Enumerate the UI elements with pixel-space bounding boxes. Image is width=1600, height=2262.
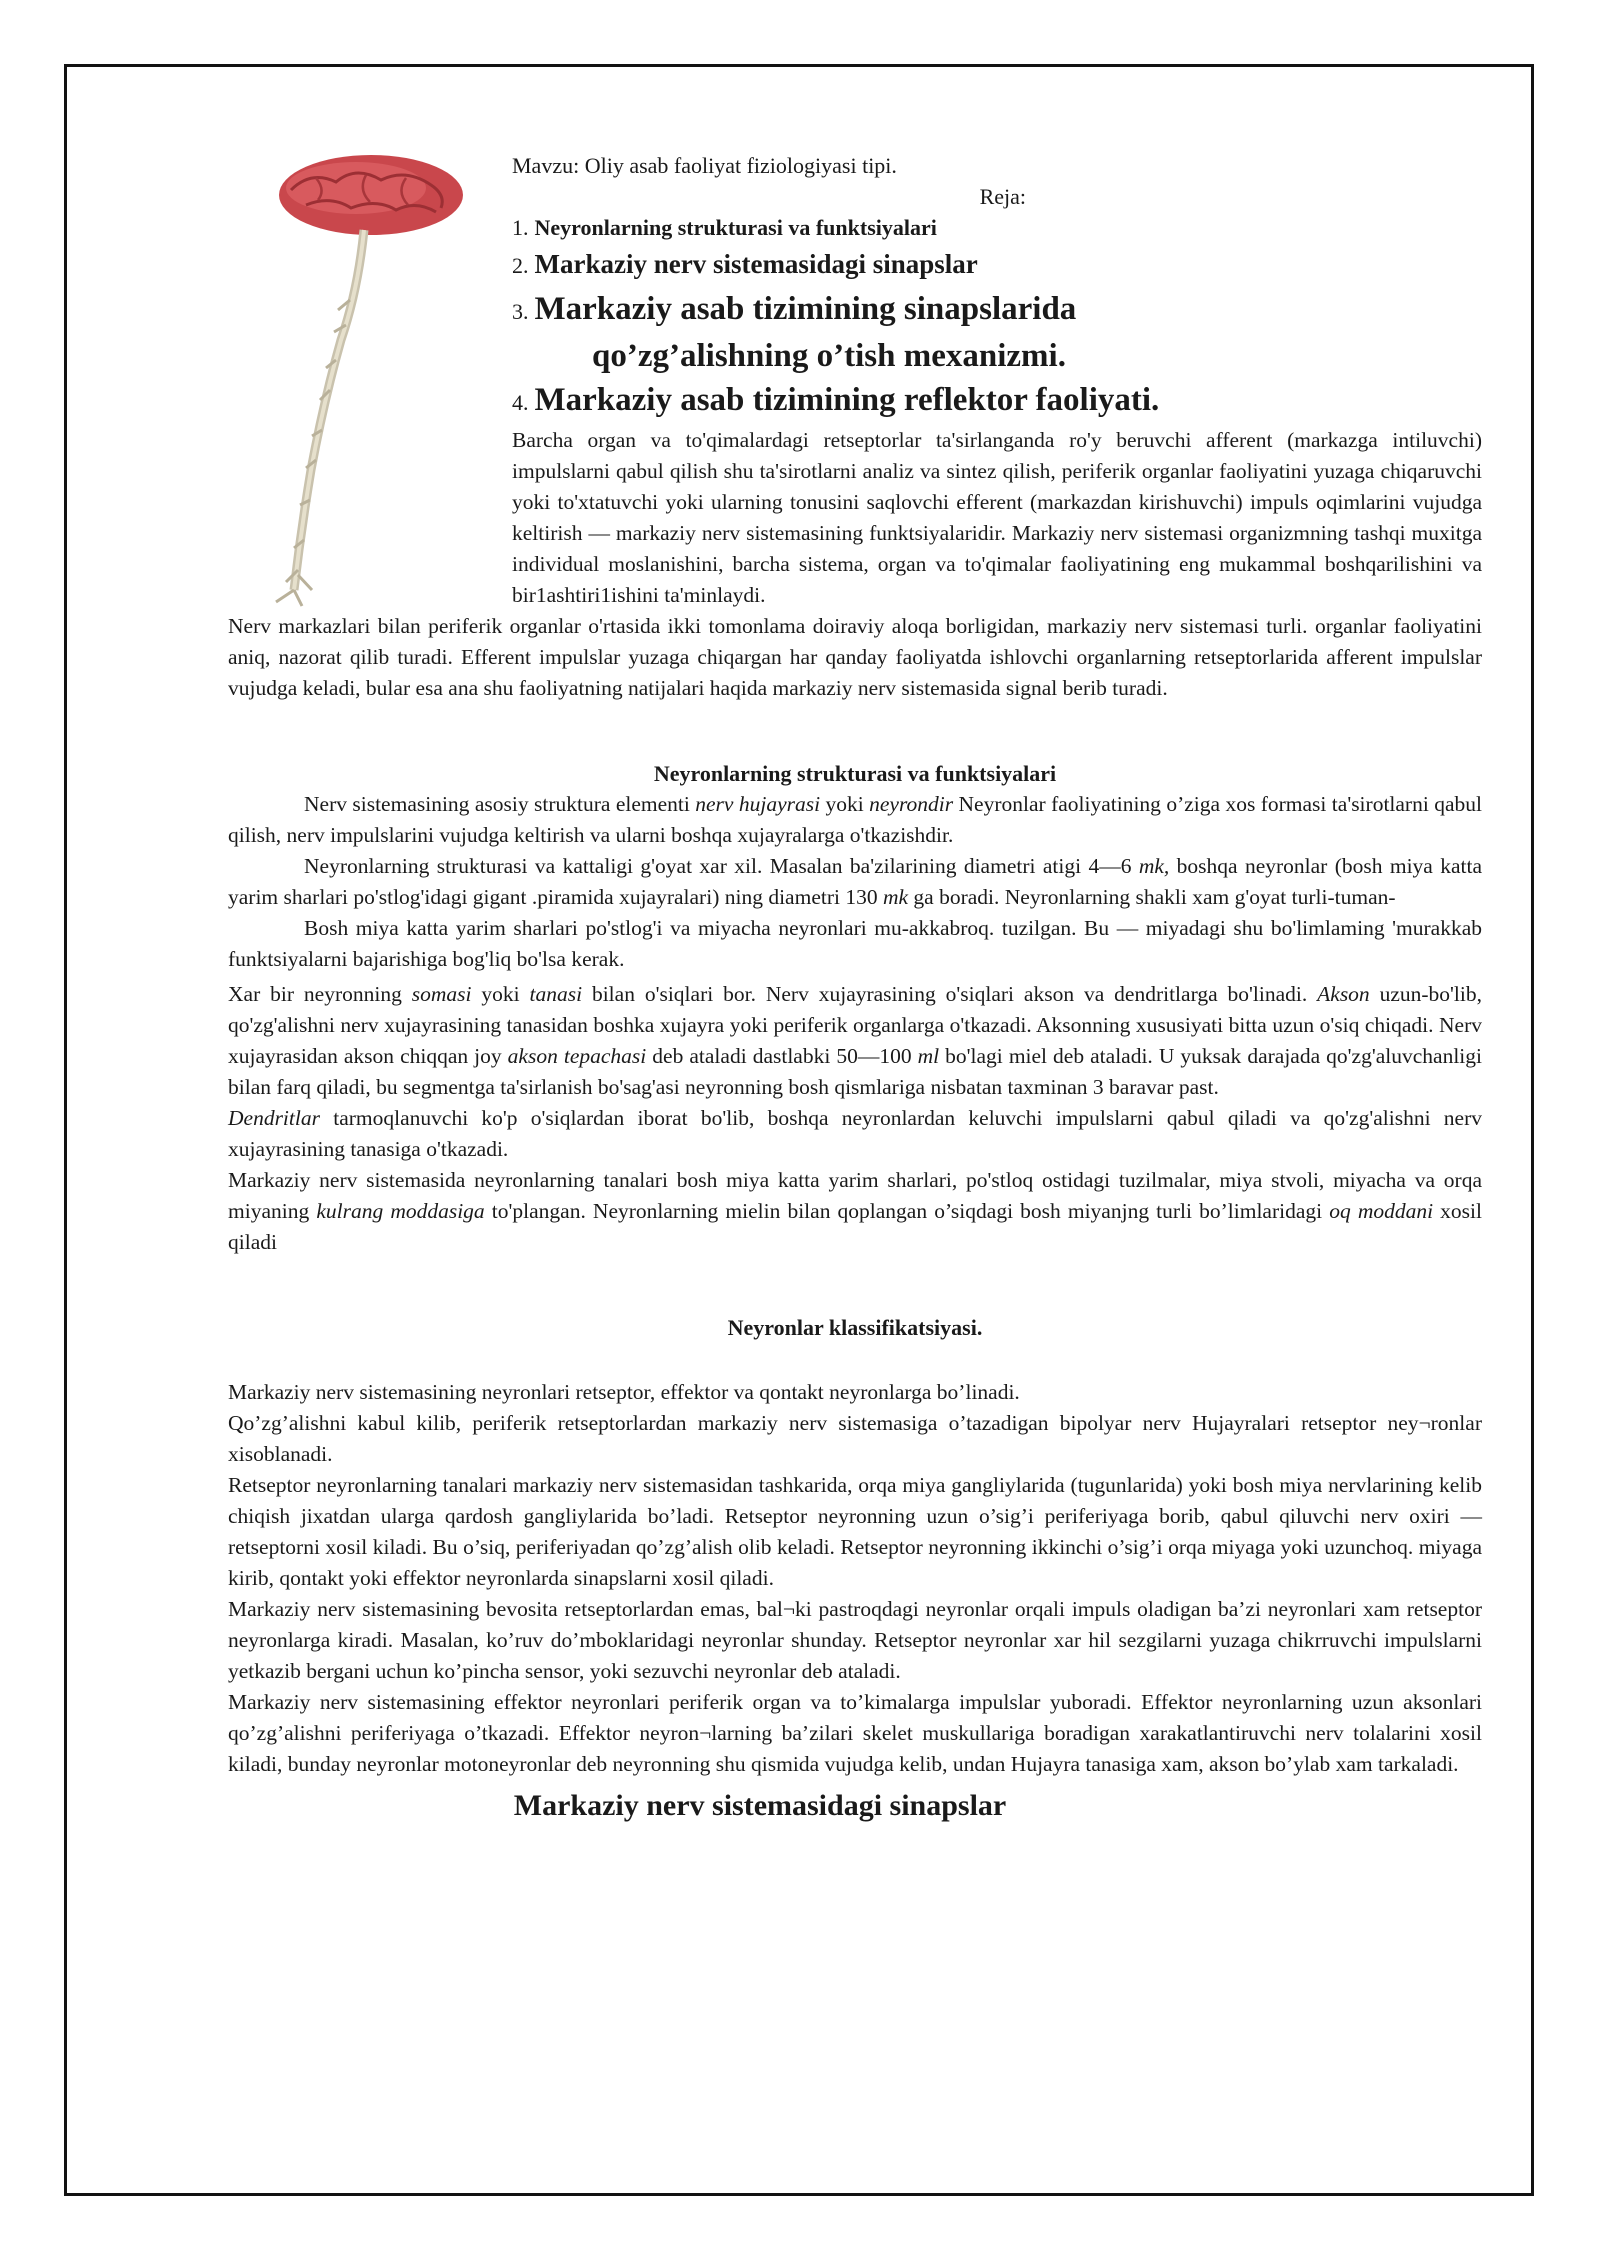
plan-item-number: 3. [512,299,529,324]
plan-item-3-continued: qo’zg’alishning o’tish mexanizmi. [592,338,1066,374]
plan-item-number: 1. [512,215,529,240]
section-heading-neurons: Neyronlarning strukturasi va funktsiyalari [653,761,1057,786]
plan-item-1 [512,212,1482,243]
plan-item-text: Markaziy asab tizimining sinapslarida [534,291,1077,327]
section1-paragraph-6: Markaziy nerv sistemasida neyronlarning tanalari bosh miya katta yarim sharlari, po'stloq ostidagi tuzilmalar, miya stvoli, miyacha va orqa miyaning kulrang moddasiga to'plangan. Neyronlarning mielin bilan qoplangan o’siqdagi bosh miyanjng turli bo’limlaridagi oq moddani xosil qiladi [228,1168,1482,1254]
section1-paragraph-2: Neyronlarning strukturasi va kattaligi g'oyat xar xil. Masalan ba'zilarining diametri atigi 4—6 mk, boshqa neyronlar (bosh miya katta yarim sharlari po'stlog'idagi gigant .piramida xujayralari) ning diametri 130 mk ga boradi. Neyronlarning shakli xam g'oyat turli-tuman- [228,854,1483,909]
section2-paragraph-4: Markaziy nerv sistemasining bevosita retseptorlardan emas, bal¬ki pastroqdagi neyronlar orqali impuls oladigan ba’zi neyronlari xam retseptor neyronlarga kiradi. Masalan, ko’ruv do’mboklaridagi neyronlar shunday. Retseptor neyronlar xar hil sezgilarni yuzaga chikrruvchi impulslarni yetkazib bergani uchun ko’pincha sensor, yoki sezuvchi neyronlar deb ataladi. [228,1597,1482,1683]
intro-paragraph-2: Nerv markazlari bilan periferik organlar o'rtasida ikki tomonlama doiraviy aloqa borligidan, markaziy nerv sistemasi turli. organlar faoliyatini aniq, nazorat qilib turadi. Efferent impulslar yuzaga chiqargan har qanday faoliyatda ishlovchi organlarning retseptorlarida afferent impulslar vujudga keladi, bular esa ana shu faoliyatning natijalari haqida markaziy nerv sistemasida signal berib turadi. [228,614,1482,700]
section-heading-synapses: Markaziy nerv sistemasidagi sinapslar [513,1789,1007,1822]
section2-paragraph-5: Markaziy nerv sistemasining effektor neyronlari periferik organ va to’kimalarga impulslar yuboradi. Effektor neyronlarning uzun aksonlari qo’zg’alishni periferiyaga o’tkazadi. Effektor neyron¬larning ba’zilari skelet muskullariga boradigan xarakatlantiruvchi nerv tolalarini xosil kiladi, bunday neyronlar motoneyronlar deb neyronning shu qismida vujudga kelib, undan Hujayra tanasiga xam, akson bo’ylab xam tarkaladi. [228,1690,1482,1776]
section2-paragraph-2: Qo’zg’alishni kabul kilib, periferik retseptorlardan markaziy nerv sistemasiga o’tazadigan bipolyar nerv Hujayralari retseptor ney¬ronlar xisoblanadi. [228,1411,1482,1466]
section1-paragraph-4: Xar bir neyronning somasi yoki tanasi bilan o'siqlari bor. Nerv xujayrasining o'siqlari akson va dendritlarga bo'linadi. Akson uzun-bo'lib, qo'zg'alishni nerv xujayrasining tanasidan boshka xujayra yoki periferik organlarga o'tkazadi. Aksonning xususiyati bitta uzun o'siq chiqadi. Nerv xujayrasidan akson chiqqan joy akson tepachasi deb ataladi dastlabki 50—100 ml bo'lagi miel deb ataladi. U yuksak darajada qo'zg'aluvchanligi bilan farq qiladi, bu segmentga ta'sirlanish bo'sag'asi neyronning bosh qismlariga nisbatan taxminan 3 baravar past. [228,982,1482,1099]
section2-paragraph-1: Markaziy nerv sistemasining neyronlari retseptor, effektor va qontakt neyronlarga bo’linadi. [228,1380,1020,1404]
title-block [512,150,1482,611]
intro-paragraph-1: Barcha organ va to'qimalardagi retseptorlar ta'sirlanganda ro'y beruvchi afferent (markazga intiluvchi) impulslarni qabul qilish shu ta'sirotlarni analiz va sintez qilish, periferik organlar faoliyatini yuzaga chiqaruvchi yoki to'xtatuvchi yoki ularning tonusini saqlovchi efferent (markazdan kirishuvchi) impuls oqimlarini vujudga keltirish — markaziy nerv sistemasining funktsiyalaridir. Markaziy nerv sistemasi organizmning tashqi muxitga individual moslanishini, barcha sistema, organ va to'qimalar faoliyatining eng mukammal boshqarilishini va bir1ashtiri1ishini ta'minlaydi. [512,428,1482,607]
section1-paragraph-5: Dendritlar tarmoqlanuvchi ko'p o'siqlardan iborat bo'lib, boshqa neyronlardan keluvchi impulslarni qabul qiladi va qo'zg'alishni nerv xujayrasining tanasiga o'tkazadi. [228,1106,1482,1161]
section-heading-classification: Neyronlar klassifikatsiyasi. [727,1315,983,1340]
plan-item-2 [512,243,1482,287]
plan-item-4 [512,378,1482,425]
topic-line: Mavzu: Oliy asab faoliyat fiziologiyasi tipi. [512,153,897,178]
plan-item-3 [512,287,1482,334]
section1-paragraph-1: Nerv sistemasining asosiy struktura elementi nerv hujayrasi yoki neyrondir Neyronlar faoliyatining o’ziga xos formasi ta'sirotlarni qabul qilish, nerv impulslarini vujudga keltirish va ularni boshqa xujayralarga o'tkazishdir. [228,792,1482,847]
plan-heading: Reja: [979,184,1026,209]
section2-paragraph-3: Retseptor neyronlarning tanalari markaziy nerv sistemasidan tashkarida, orqa miya gangliylarida (tugunlarida) yoki bosh miya nervlarining kelib chiqish jixatdan ularga qardosh gangliylarida bo’ladi. Retseptor neyronning uzun o’sig’i periferiyaga borib, qabul qiluvchi nerv oxiri — retseptorni xosil kiladi. Bu o’siq, periferiyadan qo’zg’alish olib keladi. Retseptor neyronning ikkinchi o’sig’i orqa miyaga yoki uzunchoq. miyaga kirib, qontakt yoki effektor neyronlarda sinapslarni xosil qiladi. [228,1473,1482,1590]
document-body [228,150,1482,1821]
plan-item-text: Markaziy asab tizimining reflektor faoliyati. [534,382,1160,418]
plan-item-number: 4. [512,390,529,415]
plan-item-number: 2. [512,253,529,278]
plan-item-text: Neyronlarning strukturasi va funktsiyalari [534,215,937,240]
plan-item-text: Markaziy nerv sistemasidagi sinapslar [534,249,978,279]
section1-paragraph-3: Bosh miya katta yarim sharlari po'stlog'i va miyacha neyronlari mu-akkabroq. tuzilgan. Bu — miyadagi shu bo'limlaming 'murakkab funktsiyalarni bajarishiga bog'liq bo'lsa kerak. [228,916,1482,971]
